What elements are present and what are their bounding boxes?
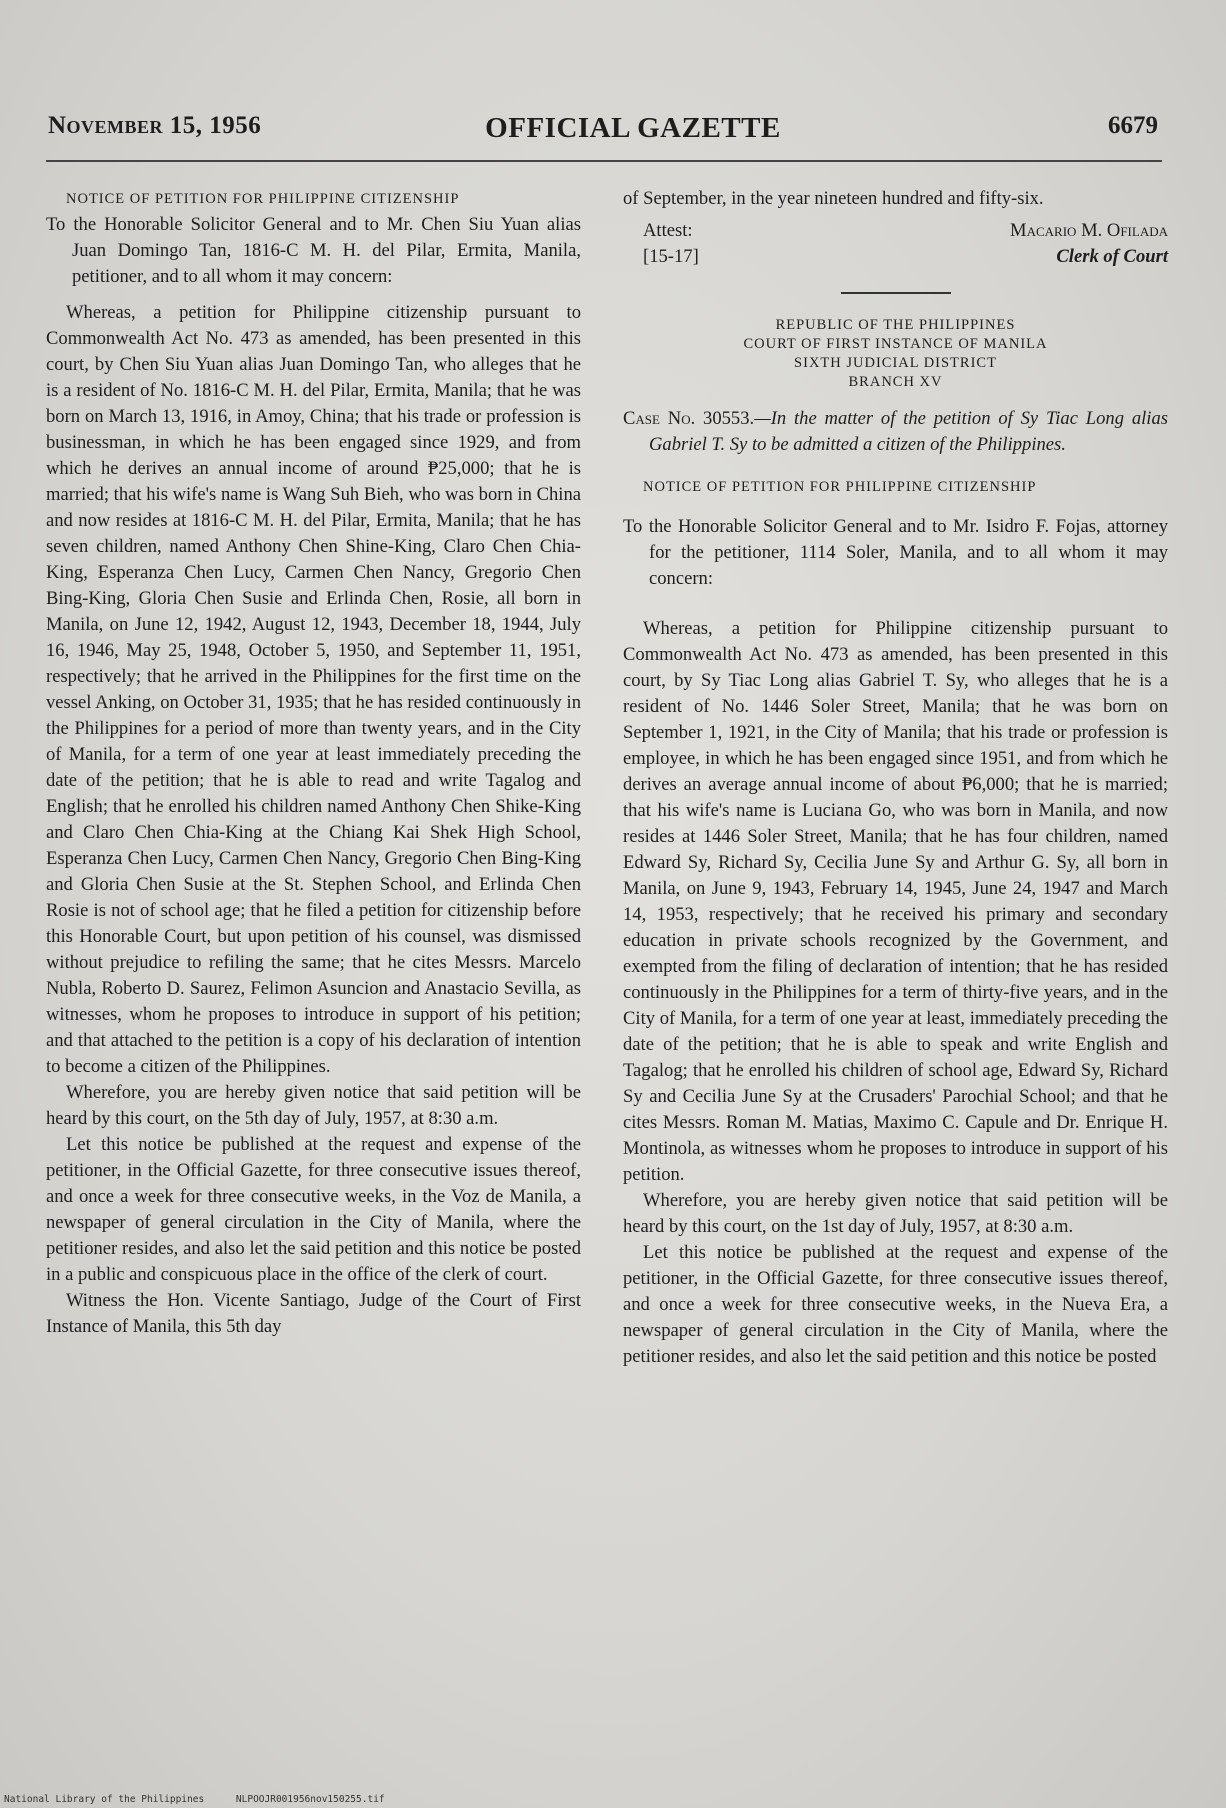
attest-label: Attest:: [643, 220, 693, 241]
notice-paragraph: Let this notice be published at the request and expense of the petitioner, in the Official Gazette, for three consecutive issues thereof, and once a week for three consecutive weeks, in the Nueva Era, a newspaper of general circulation in the City of Manila, where the petitioner resides, and also let the said petition and this notice be posted: [623, 1242, 1168, 1367]
clerk-name: Macario M. Ofilada: [1010, 220, 1168, 241]
notice-paragraph: Whereas, a petition for Philippine citizenship pursuant to Commonwealth Act No. 473 as amended, has been presented in this court, by Sy Tiac Long alias Gabriel T. Sy, who alleges that he is a resident of No. 1446 Soler Street, Manila; that he was born on September 1, 1921, in the City of Manila; that his trade or profession is employee, in which he has been engaged since 1951, and from which he derives an average annual income of about ₱6,000; that he is married; that his wife's name is Luciana Go, who was born in Manila, and now resides at 1446 Soler Street, Manila; that he has four children, named Edward Sy, Richard Sy, Cecilia June Sy and Arthur G. Sy, all born in Manila, on June 9, 1943, February 14, 1945, June 24, 1947 and March 14, 1953, respectively; that he received his primary and secondary education in private schools recognized by the Government, and exempted from the filing of declaration of intention; that he has resided continuously in the Philippines for a term of thirty-five years, and in the City of Manila, for a term of one year at least, immediately preceding the date of the petition; that he is able to speak and write English and Tagalog; that he enrolled his children of school age, Edward Sy, Richard Sy and Cecilia June Sy at the Crusaders' Parochial School; and that he cites Messrs. Roman M. Matias, Maximo C. Capule and Dr. Enrique H. Montinola, as witnesses whom he proposes to introduce in support of his petition.: [623, 618, 1168, 1185]
library-credit: National Library of the Philippines: [4, 1794, 205, 1805]
page-number: 6679: [1108, 112, 1158, 139]
notice-heading: NOTICE OF PETITION FOR PHILIPPINE CITIZENSHIP: [66, 191, 460, 207]
publication-title: OFFICIAL GAZETTE: [485, 112, 781, 144]
case-number: Case No. 30553.: [623, 408, 755, 429]
scan-footer: [4, 1794, 411, 1805]
court-line: BRANCH XV: [848, 374, 943, 390]
attest-ref: [15-17]: [643, 246, 699, 267]
page-header: [48, 112, 1158, 152]
case-title: —In the matter of the petition of Sy Tiac Long alias Gabriel T. Sy to be admitted a citizen of the Philippines.: [649, 408, 1168, 455]
clerk-title: Clerk of Court: [1056, 246, 1168, 267]
court-line: REPUBLIC OF THE PHILIPPINES: [775, 317, 1016, 333]
section-divider: [841, 292, 951, 294]
notice-paragraph: Wherefore, you are hereby given notice that said petition will be heard by this court, on the 1st day of July, 1957, at 8:30 a.m.: [623, 1190, 1168, 1237]
right-column: [623, 186, 1168, 1370]
notice-paragraph: Wherefore, you are hereby given notice that said petition will be heard by this court, on the 5th day of July, 1957, at 8:30 a.m.: [46, 1082, 581, 1129]
notice-paragraph: Whereas, a petition for Philippine citizenship pursuant to Commonwealth Act No. 473 as amended, has been presented in this court, by Chen Siu Yuan alias Juan Domingo Tan, who alleges that he is a resident of No. 1816-C M. H. del Pilar, Ermita, Manila; that he was born on March 13, 1916, in Amoy, China; that his trade or profession is businessman, in which he has been engaged since 1929, and from which he derives an annual income of around ₱25,000; that he is married; that his wife's name is Wang Suh Bieh, who was born in China and now resides at 1816-C M. H. del Pilar, Ermita, Manila; that he has seven children, named Anthony Chen Shine-King, Claro Chen Chia-King, Esperanza Chen Lucy, Carmen Chen Nancy, Gregorio Chen Bing-King, Gloria Chen Susie and Erlinda Chen, Rosie, all born in Manila, on June 12, 1942, August 12, 1943, December 18, 1944, July 16, 1946, May 25, 1948, October 5, 1950, and September 11, 1951, respectively; that he arrived in the Philippines for the first time on the vessel Anking, on October 31, 1935; that he has resided continuously in the Philippines for a period of more than twenty years, and in the City of Manila, for a term of one year at least immediately preceding the date of the petition; that he is able to read and write Tagalog and English; that he enrolled his children named Anthony Chen Shike-King and Claro Chen Chia-King at the Chiang Kai Shek High School, Esperanza Chen Lucy, Carmen Chen Nancy, Gregorio Chen Bing-King and Gloria Chen Susie at the St. Stephen School, and Erlinda Chen Rosie is not of school age; that he filed a petition for citizenship before this Honorable Court, but upon petition of his counsel, was dismissed without prejudice to refiling the same; that he cites Messrs. Marcelo Nubla, Roberto D. Saurez, Felimon Asuncion and Anastacio Sevilla, as witnesses, whom he proposes to introduce in support of his petition; and that attached to the petition is a copy of his declaration of intention to become a citizen of the Philippines.: [46, 302, 581, 1077]
left-column: [46, 186, 581, 1340]
court-line: SIXTH JUDICIAL DISTRICT: [794, 355, 997, 371]
notice-heading: NOTICE OF PETITION FOR PHILIPPINE CITIZENSHIP: [643, 479, 1037, 495]
notice-address: To the Honorable Solicitor General and to Mr. Chen Siu Yuan alias Juan Domingo Tan, 1816-C M. H. del Pilar, Ermita, Manila, petitioner, and to all whom it may concern:: [46, 214, 581, 287]
notice-paragraph: Witness the Hon. Vicente Santiago, Judge of the Court of First Instance of Manila, this 5th day: [46, 1290, 581, 1337]
notice-paragraph: Let this notice be published at the request and expense of the petitioner, in the Official Gazette, for three consecutive issues thereof, and once a week for three consecutive weeks, in the Voz de Manila, a newspaper of general circulation in the City of Manila, where the petitioner resides, and also let the said petition and this notice be posted in a public and conspicuous place in the office of the clerk of court.: [46, 1134, 581, 1285]
notice-address: To the Honorable Solicitor General and to Mr. Isidro F. Fojas, attorney for the petitioner, 1114 Soler, Manila, and to all whom it may concern:: [623, 516, 1168, 589]
scan-filename: NLPOOJR001956nov150255.tif: [235, 1794, 385, 1805]
court-line: COURT OF FIRST INSTANCE OF MANILA: [743, 336, 1048, 352]
attestation: [623, 218, 1168, 270]
issue-date: November 15, 1956: [48, 112, 262, 139]
continuation-text: of September, in the year nineteen hundred and fifty-six.: [623, 188, 1044, 209]
court-heading: [623, 316, 1168, 392]
case-caption: [623, 406, 1168, 458]
header-rule: [46, 160, 1162, 162]
